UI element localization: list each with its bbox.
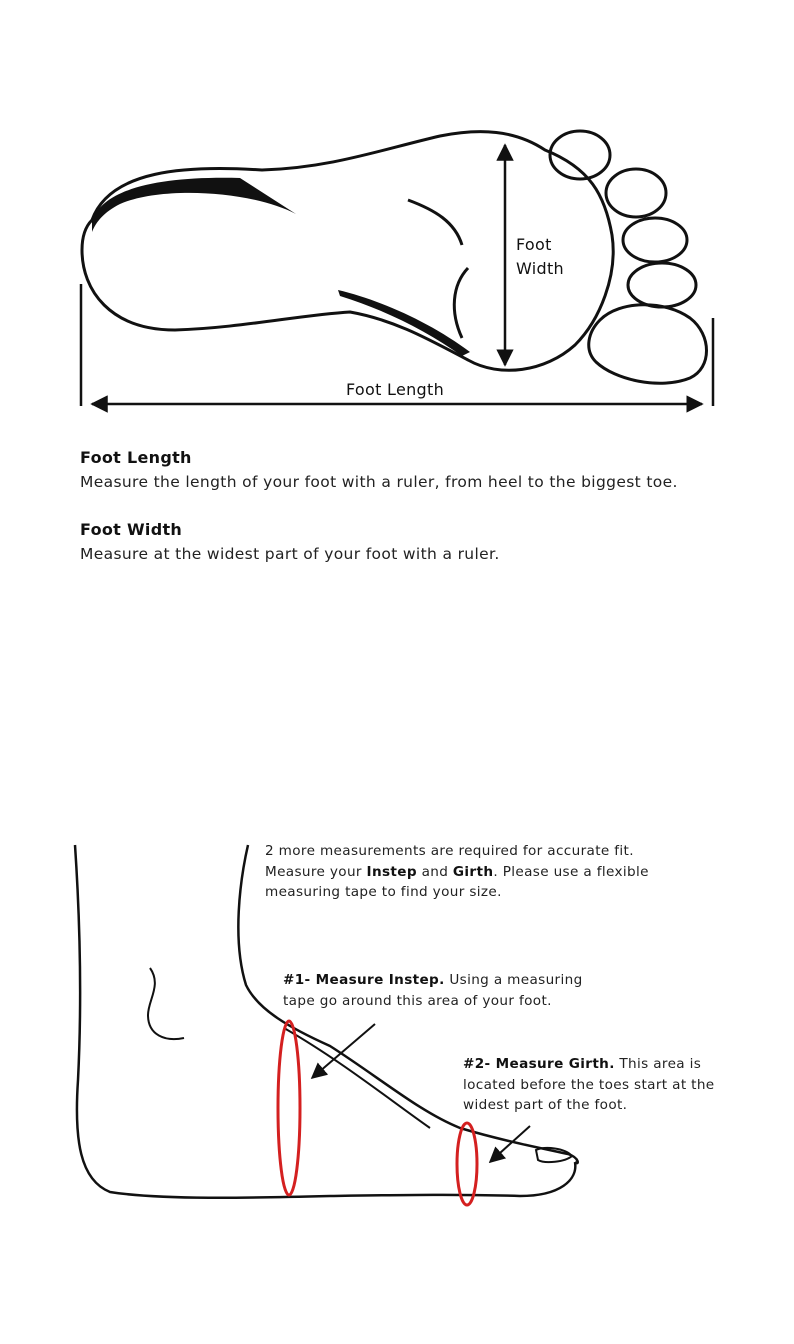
toe-fourth (606, 169, 666, 217)
intro-line2 (265, 862, 735, 883)
foot-width-label-line1: Foot (516, 235, 552, 254)
instep-heading: #1- Measure Instep. (283, 972, 445, 988)
instep-text-line2: tape go around this area of your foot. (283, 992, 552, 1009)
intro-line2-end: . Please use a flexible (493, 863, 649, 880)
ankle-bone (148, 968, 184, 1039)
foot-length-title: Foot Length (80, 448, 192, 467)
arch-shading (338, 290, 470, 356)
foot-length-info (80, 446, 740, 494)
arch-curve-lower (454, 268, 468, 338)
intro-line2-start: Measure your (265, 863, 367, 880)
toe-big (589, 305, 707, 383)
instep-pointer-arrow (312, 1024, 375, 1078)
foot-width-info (80, 518, 740, 566)
measurement-intro-note (265, 841, 735, 903)
girth-note (463, 1054, 753, 1116)
intro-and-word: and (416, 863, 453, 880)
girth-text-line1: This area is (614, 1056, 702, 1072)
toe-second (628, 263, 696, 307)
foot-width-text: Measure at the widest part of your foot with a ruler. (80, 545, 500, 563)
arch-curve-upper (408, 200, 462, 245)
foot-length-text: Measure the length of your foot with a ruler, from heel to the biggest toe. (80, 473, 678, 491)
girth-note-line1 (463, 1054, 753, 1075)
foot-width-label (516, 233, 586, 281)
girth-tape (457, 1123, 477, 1205)
girth-text-line2: located before the toes start at the (463, 1076, 715, 1093)
instep-line (284, 1028, 430, 1128)
instep-note-line1 (283, 970, 633, 991)
instep-tape (278, 1021, 300, 1195)
toe-third (623, 218, 687, 262)
foot-sole-diagram (0, 0, 794, 440)
intro-line1: 2 more measurements are required for accurate fit. (265, 843, 634, 859)
toenail (536, 1148, 572, 1162)
instep-note (283, 970, 633, 1011)
foot-width-title: Foot Width (80, 520, 183, 539)
instep-text-line1: Using a measuring (444, 972, 583, 988)
foot-width-label-line2: Width (516, 259, 564, 278)
intro-line3: measuring tape to find your size. (265, 884, 502, 900)
girth-heading: #2- Measure Girth. (463, 1056, 615, 1072)
foot-length-label: Foot Length (345, 380, 445, 399)
intro-instep-word: Instep (366, 863, 417, 880)
girth-pointer-arrow (490, 1126, 530, 1162)
girth-text-line3: widest part of the foot. (463, 1097, 628, 1113)
intro-girth-word: Girth (452, 863, 494, 880)
